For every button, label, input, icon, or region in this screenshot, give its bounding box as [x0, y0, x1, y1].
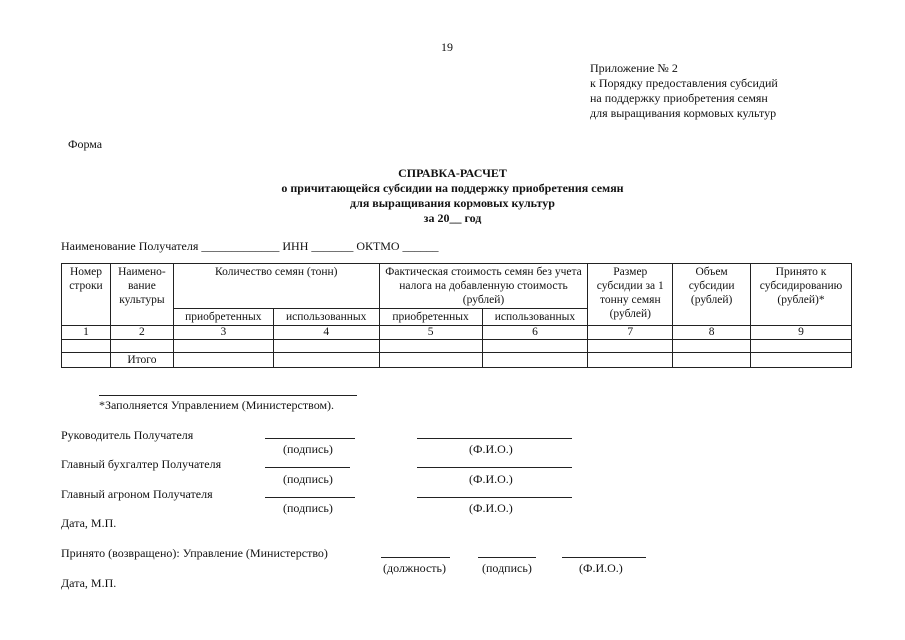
- signature-caption: (подпись): [283, 442, 333, 456]
- table-cell: [110, 340, 173, 353]
- table-cell: [588, 340, 673, 353]
- accepted-by-label: Принято (возвращено): Управление (Министерство): [61, 546, 328, 560]
- signature-caption: (подпись): [283, 472, 333, 486]
- appendix-line: на поддержку приобретения семян: [590, 91, 768, 105]
- title-line: для выращивания кормовых культур: [350, 196, 555, 210]
- header-actual-cost: Фактическая стоимость семян без учета налога на добавленную стоимость (рублей): [379, 264, 588, 309]
- table-cell: [482, 340, 588, 353]
- table-cell: [379, 340, 482, 353]
- table-cell: [751, 340, 852, 353]
- column-number: 6: [482, 326, 588, 340]
- appendix-line: к Порядку предоставления субсидий: [590, 76, 778, 90]
- table-cell: [273, 340, 379, 353]
- table-row: [62, 340, 852, 353]
- table-cell: [173, 340, 273, 353]
- signature-line: [265, 497, 355, 498]
- column-number: 3: [173, 326, 273, 340]
- signature-line: [478, 557, 536, 558]
- header-seeds-qty: Количество семян (тонн): [173, 264, 379, 309]
- date-stamp: Дата, М.П.: [61, 516, 117, 530]
- appendix-line: для выращивания кормовых культур: [590, 106, 777, 120]
- subheader-purchased: приобретенных: [173, 309, 273, 326]
- document-title: [0, 166, 905, 226]
- header-accepted: Принято к субсидированию (рублей)*: [751, 264, 852, 326]
- table-cell: [482, 353, 588, 368]
- name-line: [417, 438, 572, 439]
- column-number: 8: [673, 326, 751, 340]
- subheader-used: использованных: [482, 309, 588, 326]
- page-number: 19: [441, 40, 453, 54]
- header-row-number: Номер строки: [62, 264, 111, 326]
- title-line: о причитающейся субсидии на поддержку приобретения семян: [281, 181, 624, 195]
- name-caption: (Ф.И.О.): [469, 442, 513, 456]
- header-row: [62, 264, 852, 309]
- table-cell: [379, 353, 482, 368]
- signature-role: Главный бухгалтер Получателя: [61, 457, 222, 471]
- table-cell: [173, 353, 273, 368]
- header-crop-name: Наимено-вание культуры: [110, 264, 173, 326]
- title-line: СПРАВКА-РАСЧЕТ: [398, 166, 507, 180]
- header-subsidy-rate: Размер субсидии за 1 тонну семян (рублей): [588, 264, 673, 326]
- name-caption: (Ф.И.О.): [469, 472, 513, 486]
- subheader-used: использованных: [273, 309, 379, 326]
- title-line: за 20__ год: [423, 211, 482, 225]
- position-caption: (должность): [383, 561, 446, 575]
- name-caption: (Ф.И.О.): [469, 501, 513, 515]
- subheader-purchased: приобретенных: [379, 309, 482, 326]
- column-number: 9: [751, 326, 852, 340]
- table-cell: [62, 353, 111, 368]
- name-line: [562, 557, 646, 558]
- name-caption: (Ф.И.О.): [579, 561, 623, 575]
- table-cell: [62, 340, 111, 353]
- name-line: [417, 497, 572, 498]
- signature-caption: (подпись): [482, 561, 532, 575]
- form-label: Форма: [68, 137, 103, 151]
- total-row: [62, 353, 852, 368]
- signature-caption: (подпись): [283, 501, 333, 515]
- header-subsidy-volume: Объем субсидии (рублей): [673, 264, 751, 326]
- date-stamp: Дата, М.П.: [61, 576, 117, 590]
- appendix-line: Приложение № 2: [590, 61, 678, 75]
- signature-line: [265, 438, 355, 439]
- table-cell: [273, 353, 379, 368]
- footnote: *Заполняется Управлением (Министерством).: [99, 398, 335, 412]
- column-number: 5: [379, 326, 482, 340]
- position-line: [381, 557, 450, 558]
- table-cell: [673, 340, 751, 353]
- total-label: Итого: [110, 353, 173, 368]
- footnote-divider: [99, 395, 357, 396]
- column-number: 4: [273, 326, 379, 340]
- table-cell: [673, 353, 751, 368]
- calculation-table: [61, 263, 852, 368]
- table-cell: [751, 353, 852, 368]
- recipient-line: Наименование Получателя _____________ ИНН _______ ОКТМО ______: [61, 239, 439, 253]
- name-line: [417, 467, 572, 468]
- signature-line: [265, 467, 350, 468]
- signature-role: Главный агроном Получателя: [61, 487, 213, 501]
- appendix-reference: [590, 61, 778, 121]
- table-cell: [588, 353, 673, 368]
- column-number: 1: [62, 326, 111, 340]
- signature-role: Руководитель Получателя: [61, 428, 194, 442]
- column-number-row: [62, 326, 852, 340]
- column-number: 7: [588, 326, 673, 340]
- column-number: 2: [110, 326, 173, 340]
